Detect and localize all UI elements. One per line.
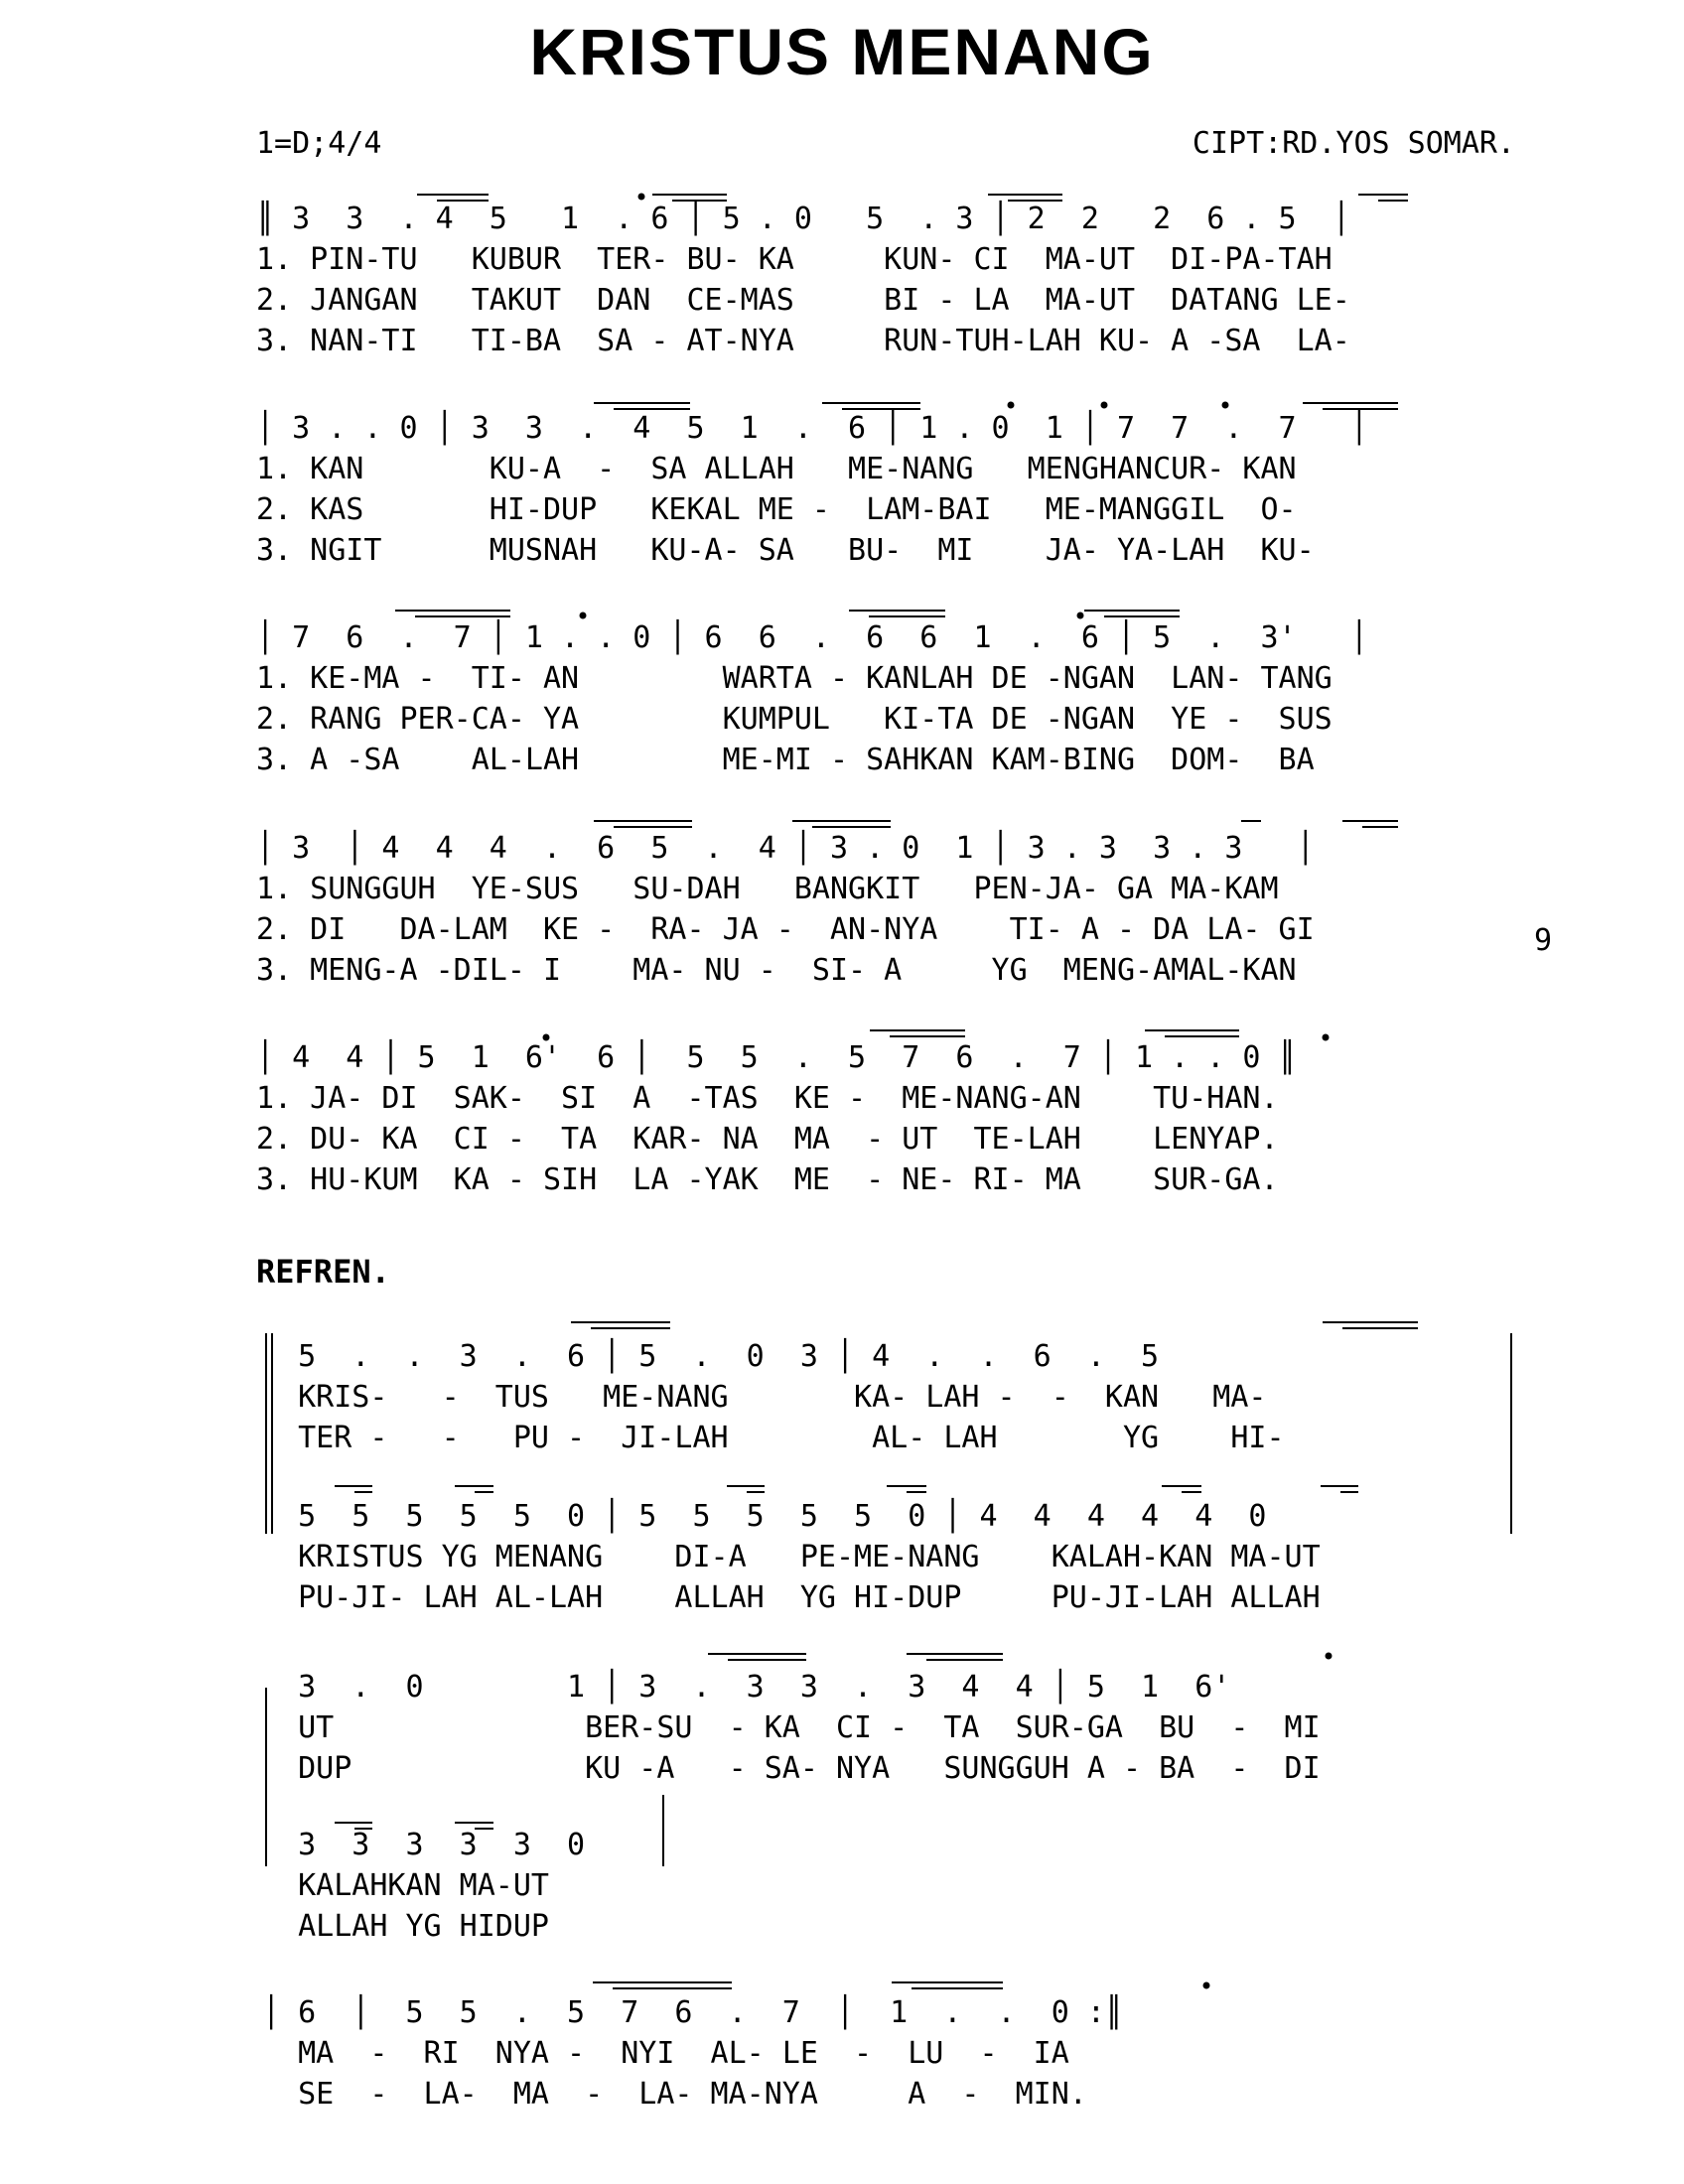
verse-lyric-line: 3. HU-KUM KA - SIH LA -YAK ME - NE- RI- MA SUR-GA. [256,1162,1279,1197]
verse-lyric-line: 2. KAS HI-DUP KEKAL ME - LAM-BAI ME-MANGGIL O- [256,492,1297,527]
verse-notes-line: ║ 3 3 . 4 5 1 . 6 │ 5 . 0 5 . 3 │ 2 2 2 6 . 5 │ [256,202,1350,236]
octave-dot [1077,613,1084,619]
verse-lyric-line: 1. JA- DI SAK- SI A -TAS KE - ME-NANG-AN TU-HAN. [256,1081,1279,1116]
verse-lyric-line: 1. SUNGGUH YE-SUS SU-DAH BANGKIT PEN-JA- GA MA-KAM [256,872,1279,906]
refrain-lyric-line: KALAHKAN MA-UT [262,1868,549,1903]
octave-dot [543,1034,550,1041]
verse-lyric-line: 2. JANGAN TAKUT DAN CE-MAS BI - LA MA-UT DATANG LE- [256,283,1350,318]
page-number: 9 [1534,923,1553,958]
verse-lyric-line: 3. NAN-TI TI-BA SA - AT-NYA RUN-TUH-LAH KU- A -SA LA- [256,324,1350,358]
refrain-lyric-line: DUP KU -A - SA- NYA SUNGGUH A - BA - DI [262,1751,1321,1786]
refrain-lyric-line: ALLAH YG HIDUP [262,1909,549,1944]
octave-dot [580,613,587,619]
verse-lyric-line: 3. MENG-A -DIL- I MA- NU - SI- A YG MENG-AMAL-KAN [256,953,1297,988]
octave-dot [1323,1034,1330,1041]
verse-notes-line: │ 7 6 . 7 │ 1 . . 0 │ 6 6 . 6 6 1 . 6 │ 5 . 3' │ [256,620,1368,655]
verse-notes-line: │ 3 │ 4 4 4 . 6 5 . 4 │ 3 . 0 1 │ 3 . 3 3 . 3 │ [256,831,1315,866]
verse-lyric-line: 2. DU- KA CI - TA KAR- NA MA - UT TE-LAH LENYAP. [256,1122,1279,1157]
verse-lyric-line: 1. KAN KU-A - SA ALLAH ME-NANG MENGHANCUR- KAN [256,452,1297,486]
octave-dot [1203,1982,1210,1989]
octave-dot [1101,402,1108,409]
refrain-lyric-line: SE - LA- MA - LA- MA-NYA A - MIN. [262,2077,1087,2112]
refrain-notes-line: │ 6 │ 5 5 . 5 7 6 . 7 │ 1 . . 0 :║ [262,1995,1123,2030]
verse-lyric-line: 3. A -SA AL-LAH ME-MI - SAHKAN KAM-BING DOM- BA [256,743,1315,777]
verse-lyric-line: 1. KE-MA - TI- AN WARTA - KANLAH DE -NGAN LAN- TANG [256,661,1333,696]
verse-lyric-line: 2. DI DA-LAM KE - RA- JA - AN-NYA TI- A - DA LA- GI [256,912,1315,947]
refrain-label: REFREN. [256,1253,390,1291]
verse-lyric-line: 3. NGIT MUSNAH KU-A- SA BU- MI JA- YA-LAH KU- [256,533,1315,568]
refrain-lyric-line: TER - - PU - JI-LAH AL- LAH YG HI- [262,1421,1285,1455]
refrain-lyric-line: UT BER-SU - KA CI - TA SUR-GA BU - MI [262,1710,1321,1745]
song-title: KRISTUS MENANG [529,15,1155,88]
key-time-signature: 1=D;4/4 [256,126,382,161]
octave-dot [638,194,645,201]
refrain-lyric-line: MA - RI NYA - NYI AL- LE - LU - IA [262,2036,1069,2071]
refrain-lyric-line: KRISTUS YG MENANG DI-A PE-ME-NANG KALAH-KAN MA-UT [262,1540,1321,1574]
refrain-notes-line: 3 . 0 1 │ 3 . 3 3 . 3 4 4 │ 5 1 6' [262,1670,1231,1705]
refrain-notes-line: 5 5 5 5 5 0 │ 5 5 5 5 5 0 │ 4 4 4 4 4 0 [262,1499,1267,1534]
refrain-lyric-line: KRIS- - TUS ME-NANG KA- LAH - - KAN MA- [262,1380,1267,1415]
octave-dot [1008,402,1015,409]
octave-dot [1222,402,1229,409]
verse-notes-line: │ 3 . . 0 │ 3 3 . 4 5 1 . 6 │ 1 . 0 1 │ 7 7 . 7 │ [256,411,1368,446]
refrain-notes-line: 5 . . 3 . 6 │ 5 . 0 3 │ 4 . . 6 . 5 [262,1339,1160,1374]
refrain-notes-line: 3 3 3 3 3 0 [262,1828,586,1862]
octave-dot [1326,1653,1333,1660]
composer-credit: CIPT:RD.YOS SOMAR. [1192,126,1515,161]
refrain-lyric-line: PU-JI- LAH AL-LAH ALLAH YG HI-DUP PU-JI-LAH ALLAH [262,1580,1321,1615]
verse-lyric-line: 2. RANG PER-CA- YA KUMPUL KI-TA DE -NGAN YE - SUS [256,702,1333,737]
verse-notes-line: │ 4 4 │ 5 1 6' 6 │ 5 5 . 5 7 6 . 7 │ 1 . . 0 ║ [256,1040,1297,1075]
verse-lyric-line: 1. PIN-TU KUBUR TER- BU- KA KUN- CI MA-UT DI-PA-TAH [256,242,1333,277]
